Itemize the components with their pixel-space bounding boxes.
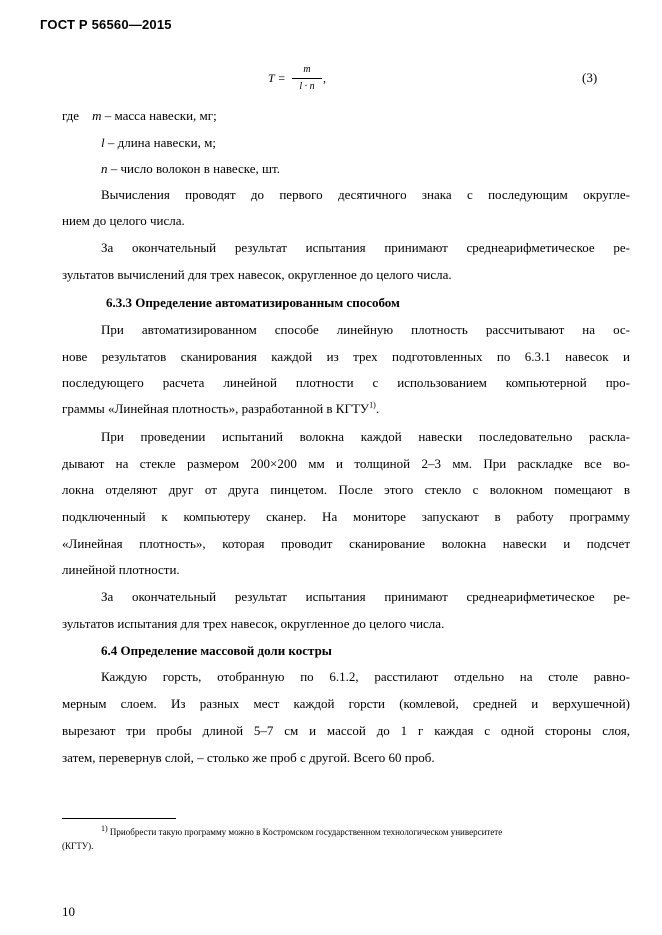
definition-n: – число волокон в навеске, шт. (110, 161, 280, 176)
formula-lhs: T = (268, 71, 286, 85)
footnote-line: (КГТУ). (62, 841, 94, 851)
section-heading-6-3-3: 6.3.3 Определение автоматизированным способом (106, 295, 400, 310)
symbol-n: n (101, 161, 108, 176)
footnote-marker: 1) (101, 824, 108, 833)
paragraph-line: подключенный к компьютеру сканер. На мониторе запускают в работу программу (62, 509, 630, 524)
formula-numerator: m (303, 64, 311, 75)
standard-code-header: ГОСТ Р 56560—2015 (40, 17, 172, 32)
footnote-line (101, 826, 502, 838)
footnote-text: Приобрести такую программу можно в Костромском государственном технологическом университете (109, 827, 503, 837)
paragraph-line: линейной плотности. (62, 562, 180, 577)
formula-3 (268, 64, 388, 98)
paragraph-line: затем, перевернув слой, – столько же проб с другой. Всего 60 проб. (62, 750, 435, 765)
paragraph-line: При проведении испытаний волокна каждой навески последовательно раскла- (101, 429, 630, 444)
paragraph-line: вырезают три пробы длиной 5–7 см и массой до 1 г каждая с одной стороны слоя, (62, 723, 630, 738)
footnote-reference: 1) (369, 400, 376, 410)
symbol-l: l (101, 135, 105, 150)
where-prefix: где (62, 108, 80, 123)
where-n-line (101, 161, 280, 177)
fraction-bar (292, 78, 322, 79)
page-number: 10 (62, 904, 75, 919)
paragraph-line: последующего расчета линейной плотности с использованием компьютерной про- (62, 375, 630, 390)
paragraph-line: зультатов вычислений для трех навесок, округленное до целого числа. (62, 267, 452, 282)
paragraph-line: Вычисления проводят до первого десятичного знака с последующим округле- (101, 187, 630, 202)
formula-fraction (292, 64, 322, 93)
paragraph-line: Каждую горсть, отобранную по 6.1.2, расстилают отдельно на столе равно- (101, 669, 630, 684)
paragraph-line: При автоматизированном способе линейную плотность рассчитывают на ос- (101, 322, 630, 337)
equation-number: (3) (582, 70, 598, 85)
formula-trailing: , (323, 71, 326, 85)
formula-denominator: l · n (299, 81, 315, 92)
paragraph-line (62, 401, 379, 417)
paragraph-line: «Линейная плотность», которая проводит сканирование волокна навески и подсчет (62, 536, 630, 551)
paragraph-line: За окончательный результат испытания принимают среднеарифметическое ре- (101, 240, 630, 255)
symbol-m: m (92, 108, 102, 123)
definition-m: – масса навески, мг; (104, 108, 217, 123)
paragraph-text: . (375, 401, 380, 416)
paragraph-text: граммы «Линейная плотность», разработанной в КГТУ (62, 401, 370, 416)
where-l-line (101, 135, 216, 151)
paragraph-line: локна отделяют друг от друга пинцетом. После этого стекло с волокном помещают в (62, 482, 630, 497)
paragraph-line: зультатов испытания для трех навесок, округленное до целого числа. (62, 616, 445, 631)
where-m-line (62, 108, 217, 124)
paragraph-line: дывают на стекле размером 200×200 мм и толщиной 2–3 мм. При раскладке все во- (62, 456, 630, 471)
definition-l: – длина навески, м; (107, 135, 216, 150)
section-heading-6-4: 6.4 Определение массовой доли костры (101, 643, 332, 658)
paragraph-line: нием до целого числа. (62, 213, 185, 228)
footnote-separator (62, 818, 176, 819)
paragraph-line: мерным слоем. Из разных мест каждой горсти (комлевой, средней и верхушечной) (62, 696, 630, 711)
paragraph-line: нове результатов сканирования каждой из трех подготовленных по 6.3.1 навесок и (62, 349, 630, 364)
paragraph-line: За окончательный результат испытания принимают среднеарифметическое ре- (101, 589, 630, 604)
